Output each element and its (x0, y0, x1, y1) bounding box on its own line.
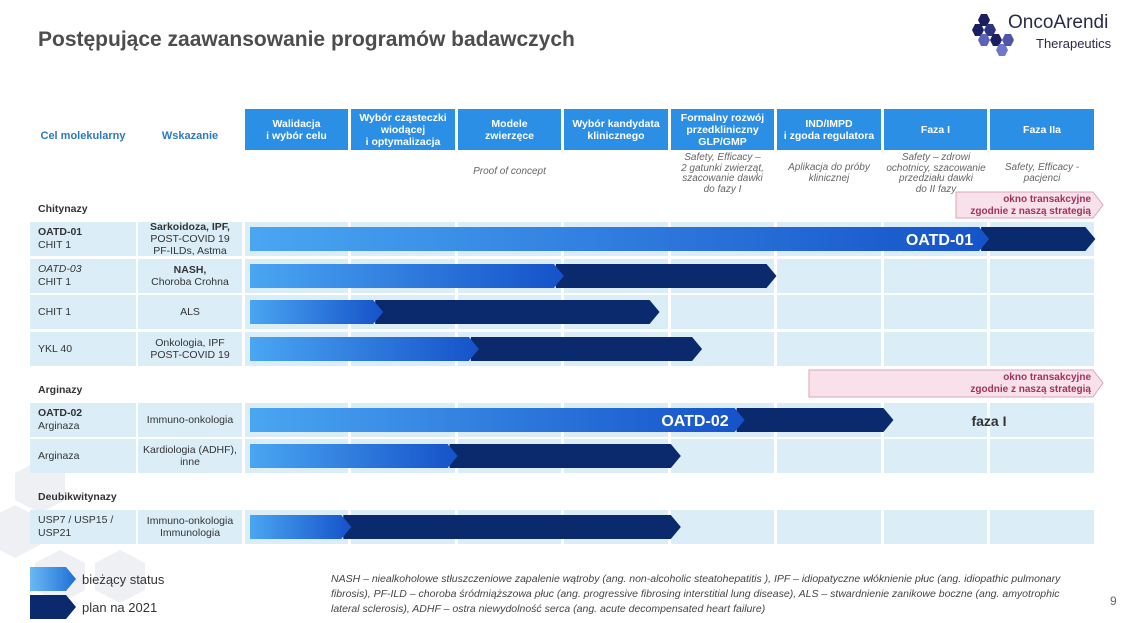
section-deubiquitinases: Deubikwitynazy (38, 491, 117, 503)
column-header-target: Cel molekularny (40, 130, 126, 142)
plan-bar (471, 337, 702, 361)
indication-text: inne (180, 456, 200, 468)
target-name: USP7 / USP15 / (38, 514, 114, 526)
indication-text: POST-COVID 19 (150, 233, 230, 245)
indication-text: PF-ILDs, Astma (153, 245, 227, 257)
plan-bar (556, 264, 777, 288)
plan-bar (981, 227, 1095, 251)
page-number: 9 (1110, 594, 1117, 608)
section-arginases: Arginazy (38, 384, 83, 396)
section-chitinases: Chitynazy (38, 203, 88, 215)
indication-text: NASH, (173, 264, 207, 276)
legend-current-label: bieżący status (82, 572, 165, 587)
progress-bar (0, 337, 1127, 361)
progress-bar (0, 264, 1127, 288)
plan-bar (737, 408, 894, 432)
stage-header: Modele zwierzęce (458, 109, 561, 150)
note-ind: Aplikacja do próby klinicznej (788, 162, 870, 184)
indication-text: Immuno-onkologia (146, 414, 234, 426)
stage-header: Faza I (884, 109, 987, 150)
logo-name: OncoArendi (1008, 12, 1109, 33)
note-phase1: Safety – zdrowi ochotnicy, szacowanie przedziału dawki do II fazy (886, 152, 986, 195)
svg-text:okno transakcyjne: okno transakcyjne (1003, 194, 1091, 205)
progress-bar (0, 444, 1127, 468)
progress-bar (0, 227, 1127, 251)
current-status-bar (250, 300, 383, 324)
bar-label: OATD-01 (905, 232, 974, 249)
indication-text: ALS (180, 306, 200, 318)
logo-icon (972, 14, 1012, 64)
progress-bar (0, 408, 1127, 432)
current-status-bar (250, 337, 479, 361)
target-name: Arginaza (38, 450, 80, 462)
note-proof-of-concept: Proof of concept (473, 166, 546, 177)
target-name: OATD-01 (38, 226, 83, 238)
indication-text: POST-COVID 19 (150, 349, 230, 361)
stage-header: IND/IMPD i zgoda regulatora (777, 109, 881, 150)
indication-text: Choroba Crohna (151, 276, 229, 288)
plan-bar (343, 515, 681, 539)
page-title: Postępujące zaawansowanie programów badawczych (38, 28, 575, 51)
transaction-window-arg (808, 369, 1105, 398)
target-name: OATD-03 (38, 263, 82, 275)
logo-subtitle: Therapeutics (1036, 36, 1112, 51)
legend-current-swatch (30, 567, 78, 591)
legend-plan-swatch (30, 595, 78, 619)
progress-bar (0, 300, 1127, 324)
progress-bar (0, 515, 1127, 539)
target-subname: CHIT 1 (38, 276, 72, 288)
legend-plan-label: plan na 2021 (82, 600, 158, 615)
indication-text: Onkologia, IPF (155, 337, 225, 349)
stage-header: Wybór cząsteczki wiodącej i optymalizacja (351, 109, 455, 150)
target-name: OATD-02 (38, 407, 83, 419)
stage-header: Wybór kandydata klinicznego (564, 109, 668, 150)
target-name: YKL 40 (38, 343, 73, 355)
plan-bar (450, 444, 681, 468)
target-name: CHIT 1 (38, 306, 72, 318)
indication-text: Immunologia (159, 527, 221, 539)
current-status-bar (250, 444, 458, 468)
footnote: NASH – niealkoholowe stłuszczeniowe zapalenie wątroby (ang. non-alcoholic steatohepatitis ), IPF – idiopatyczne włóknienie płuc (ang. idiopathic pulmonary fibrosis), PF-ILD – choroba śródmiąższowa płuc (ang. progressive fibrosing interstitial lung disease), ALS – stwardnienie zanikowe boczne (ang. amyotrophic lateral sclerosis), ADHF – ostra niewydolność serca (ang. acute decompensated heart failure) (331, 573, 1061, 615)
target-subname: CHIT 1 (38, 239, 72, 251)
phase-label: faza I (971, 413, 1007, 429)
target-subname: Arginaza (38, 420, 80, 432)
transaction-window-chit (955, 191, 1105, 219)
svg-text:okno transakcyjne: okno transakcyjne (1003, 372, 1091, 383)
stage-header: Walidacja i wybór celu (245, 109, 348, 150)
stage-header: Formalny rozwój przedkliniczny GLP/GMP (671, 109, 774, 150)
note-formal-development: Safety, Efficacy – 2 gatunki zwierząt, szacowanie dawki do fazy I (681, 152, 764, 195)
current-status-bar (250, 227, 989, 251)
indication-text: Sarkoidoza, IPF, (150, 221, 230, 233)
current-status-bar (250, 515, 351, 539)
column-header-indication: Wskazanie (161, 130, 219, 142)
plan-bar (375, 300, 659, 324)
target-subname: USP21 (38, 527, 72, 539)
svg-text:zgodnie z naszą strategią: zgodnie z naszą strategią (970, 384, 1091, 395)
stage-header: Faza IIa (990, 109, 1094, 150)
indication-text: Immuno-onkologia (146, 515, 234, 527)
indication-text: Kardiologia (ADHF), (143, 444, 237, 456)
note-phase2: Safety, Efficacy - pacjenci (1004, 162, 1080, 184)
current-status-bar (250, 264, 564, 288)
svg-text:zgodnie z naszą strategią: zgodnie z naszą strategią (970, 206, 1091, 217)
bar-label: OATD-02 (661, 413, 729, 430)
